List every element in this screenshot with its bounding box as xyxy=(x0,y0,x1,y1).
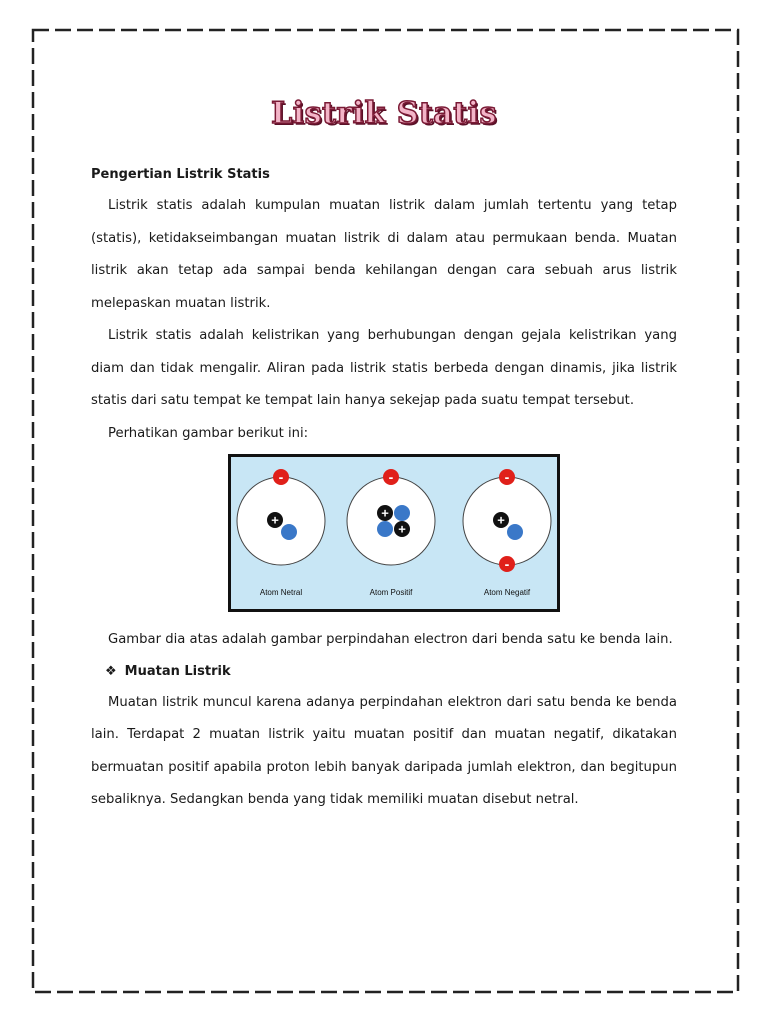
figure-caption: Gambar dia atas adalah gambar perpindahan electron dari benda satu ke benda lain. xyxy=(108,632,673,647)
electron-sign: - xyxy=(388,469,394,485)
paragraph-definition-2: Listrik statis adalah kelistrikan yang berhubungan dengan gejala kelistrikan yang diam dan tidak mengalir. Aliran pada listrik statis berbeda dengan dinamis, jika listrik statis dari satu tempat ke tempat lain hanya sekejap pada suatu tempat tersebut. xyxy=(91,328,677,408)
proton-sign: + xyxy=(497,512,505,528)
atom-neutral-diagram xyxy=(237,469,325,597)
neutron-icon xyxy=(377,521,393,537)
electron-sign: - xyxy=(504,469,510,485)
atom-figure xyxy=(228,454,560,612)
document-body xyxy=(91,160,677,817)
section-heading-muatan xyxy=(91,657,677,687)
proton-sign: + xyxy=(271,512,279,528)
figure-container xyxy=(91,454,677,622)
atom-positive-diagram xyxy=(347,469,435,597)
proton-sign: + xyxy=(398,521,406,537)
label-atom-netral: Atom Netral xyxy=(259,588,303,597)
neutron-icon xyxy=(507,524,523,540)
page-title: Listrik Statis xyxy=(271,96,497,131)
diamond-bullet-icon: ❖ xyxy=(105,663,117,679)
electron-sign: - xyxy=(504,556,510,572)
label-atom-positif: Atom Positif xyxy=(369,588,413,597)
paragraph-figure-intro: Perhatikan gambar berikut ini: xyxy=(108,425,309,441)
neutron-icon xyxy=(281,524,297,540)
paragraph-muatan: Muatan listrik muncul karena adanya perpindahan elektron dari satu benda ke benda lain. Terdapat 2 muatan listrik yaitu muatan positif dan muatan negatif, dikatakan bermuatan positif apabila proton lebih banyak daripada jumlah elektron, dan begitupun sebaliknya. Sedangkan benda yang tidak memiliki muatan disebut netral. xyxy=(91,694,677,807)
electron-sign: - xyxy=(278,469,284,485)
paragraph-definition-1: Listrik statis adalah kumpulan muatan listrik dalam jumlah tertentu yang tetap (statis), ketidakseimbangan muatan listrik di dalam atau permukaan benda. Muatan listrik akan tetap ada sampai benda kehilangan dengan cara sebuah arus listrik melepaskan muatan listrik. xyxy=(91,198,677,311)
proton-sign: + xyxy=(381,505,389,521)
label-atom-negatif: Atom Negatif xyxy=(483,588,531,597)
section-heading-muatan-text: Muatan Listrik xyxy=(124,663,231,679)
neutron-icon xyxy=(394,505,410,521)
atom-negative-diagram xyxy=(463,469,551,597)
section-heading-pengertian: Pengertian Listrik Statis xyxy=(91,167,270,182)
